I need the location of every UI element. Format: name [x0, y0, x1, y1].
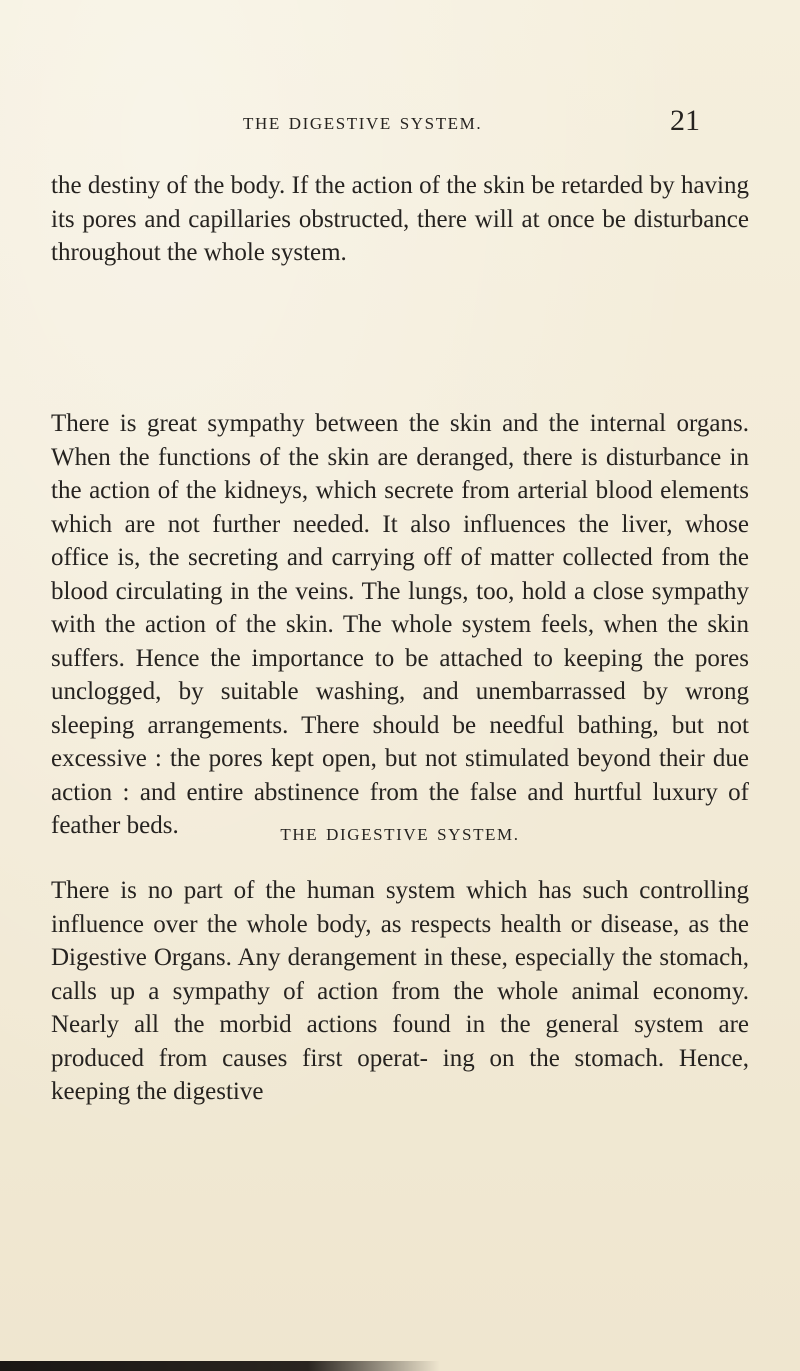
- page-edge-shadow: [0, 1361, 440, 1371]
- paragraph-1: [51, 169, 749, 270]
- paragraph-1-text: the destiny of the body. If the action of the skin be retarded by having its pores and capillaries obstructed, there will at once be disturbance throughout the whole system.: [51, 172, 749, 266]
- paragraph-3: [51, 874, 749, 1109]
- running-head: [0, 104, 800, 148]
- page-number: 21: [670, 104, 700, 137]
- paragraph-3-text: There is no part of the human system which has such controlling influence over the whole body, as respects health or disease, as the Digestive Organs. Any derangement in these, especially the stomach, calls up a sympathy of action from the whole animal economy. Nearly all the morbid actions found in the general system are produced from causes first operat- ing on the stomach. Hence, keeping the digestive: [51, 877, 749, 1105]
- paragraph-2: [51, 407, 749, 843]
- paragraph-2-text: There is great sympathy between the skin and the internal organs. When the functions of the skin are deranged, there is disturbance in the action of the kidneys, which secrete from arterial blood elements which are not further needed. It also influences the liver, whose office is, the secreting and carrying off of matter collected from the blood circulating in the veins. The lungs, too, hold a close sympathy with the action of the skin. The whole system feels, when the skin suffers. Hence the importance to be attached to keeping the pores unclogged, by suitable washing, and unembarrassed by wrong sleeping arrangements. There should be needful bathing, but not excessive : the pores kept open, but not stimulated beyond their due action : and entire abstinence from the false and hurtful luxury of feather beds.: [51, 410, 749, 839]
- section-heading: THE DIGESTIVE SYSTEM.: [280, 825, 520, 844]
- running-title: THE DIGESTIVE SYSTEM.: [243, 114, 483, 133]
